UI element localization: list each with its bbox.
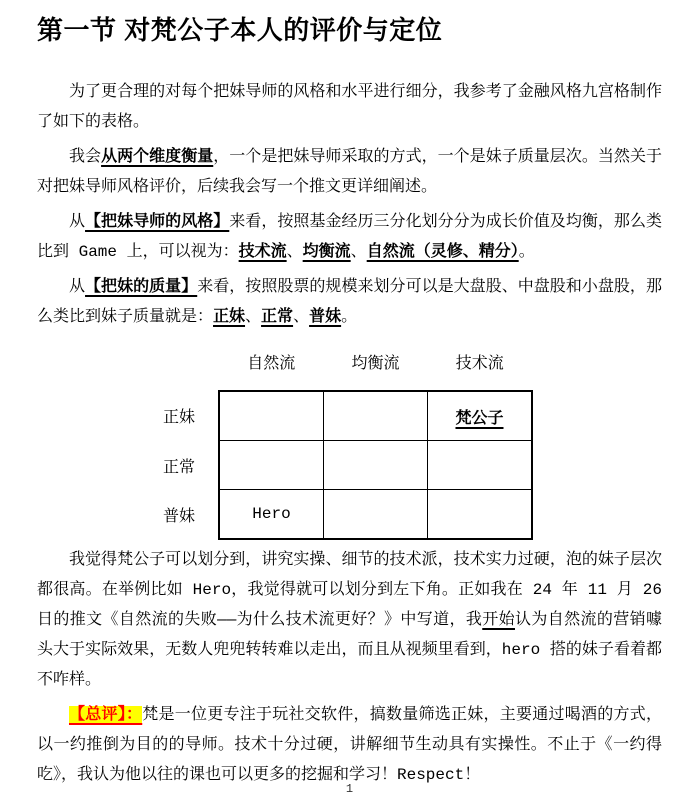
matrix-header-row (163, 350, 532, 391)
text-segment: 正妹 (213, 308, 246, 326)
text-segment: 自然流（灵修、精分） (366, 243, 519, 261)
text-segment: 【把妹的质量】 (85, 278, 198, 296)
matrix-table (163, 350, 533, 540)
text-segment: 认为自然流的营销噱头大于实际效果，无数人兜兜转转难以走出，而且从视频里看到，hero 搭的妹子看着都不咋样。 (37, 611, 662, 689)
paragraph-dimensions (37, 142, 662, 202)
text-segment: 正常 (261, 308, 294, 326)
matrix-row-bottom (163, 490, 532, 540)
matrix-corner-blank (163, 350, 219, 391)
matrix-cell (324, 391, 428, 441)
style-quality-matrix (163, 350, 662, 540)
text-segment: 我会 (69, 148, 102, 166)
matrix-row-header-plain: 普妹 (163, 507, 196, 526)
paragraph-intro (37, 77, 662, 137)
matrix-column-header-natural: 自然流 (247, 355, 296, 373)
text-segment: 来看，按照基金经历三分化划分分为成长价值及均衡，那么类比到 Game 上，可以视为： (37, 213, 662, 261)
text-segment: 普妹 (309, 308, 342, 326)
text-segment: 、 (286, 243, 303, 261)
matrix-row-header-pretty: 正妹 (163, 409, 196, 428)
text-segment: 、 (293, 308, 310, 326)
text-segment: 从 (69, 278, 86, 296)
matrix-column-header-balanced: 均衡流 (351, 355, 400, 373)
paragraph-final-verdict (37, 700, 662, 790)
text-segment: 。 (518, 243, 535, 261)
text-segment: 均衡流 (302, 243, 351, 261)
matrix-column-header-technical: 技术流 (455, 355, 504, 373)
text-segment: 、 (350, 243, 367, 261)
matrix-cell (219, 441, 324, 490)
text-segment: 。 (341, 308, 358, 326)
matrix-row-header-normal: 正常 (163, 458, 196, 477)
text-segment: 为了更合理的对每个把妹导师的风格和水平进行细分，我参考了金融风格九宫格制作了如下的表格。 (37, 83, 662, 131)
page-number: 1 (345, 782, 354, 796)
matrix-row-middle (163, 441, 532, 490)
text-segment: 、 (245, 308, 262, 326)
matrix-cell-hero: Hero (219, 490, 324, 540)
text-segment: 梵是一位更专注于玩社交软件，搞数量筛选正妹，主要通过喝酒的方式，以一约推倒为目的的导师。技术十分过硬，讲解细节生动具有实操性。不止于《一约得吃》，我认为他以往的课也可以更多的挖掘和学习！Respect！ (37, 706, 662, 784)
paragraph-analysis (37, 545, 662, 695)
matrix-cell (428, 441, 533, 490)
matrix-cell (324, 441, 428, 490)
text-segment: 【把妹导师的风格】 (85, 213, 230, 231)
section-title: 第一节 对梵公子本人的评价与定位 (37, 15, 443, 45)
paragraph-girl-quality (37, 272, 662, 332)
text-segment: 技术流 (238, 243, 287, 261)
matrix-cell-fangongzi: 梵公子 (428, 391, 533, 441)
text-segment: 我觉得梵公子可以划分到，讲究实操、细节的技术派，技术实力过硬，泡的妹子层次都很高。在举例比如 Hero，我觉得就可以划分到左下角。正如我在 24 年 11 月 26 日的推文《自然流的失败——为什么技术流更好？》中写道，我 (37, 551, 662, 629)
text-segment: 开始 (482, 611, 515, 629)
matrix-row-top (163, 391, 532, 441)
text-segment: 【总评】： (69, 706, 143, 724)
text-segment: 来看，按照股票的规模来划分可以是大盘股、中盘股和小盘股，那么类比到妹子质量就是： (37, 278, 662, 326)
matrix-cell (324, 490, 428, 540)
matrix-cell (428, 490, 533, 540)
paragraph-mentor-style (37, 207, 662, 267)
text-segment: ，一个是把妹导师采取的方式，一个是妹子质量层次。当然关于对把妹导师风格评价，后续我会写一个推文更详细阐述。 (37, 148, 662, 196)
matrix-cell (219, 391, 324, 441)
text-segment: 从两个维度衡量 (101, 148, 214, 166)
text-segment: 从 (69, 213, 86, 231)
